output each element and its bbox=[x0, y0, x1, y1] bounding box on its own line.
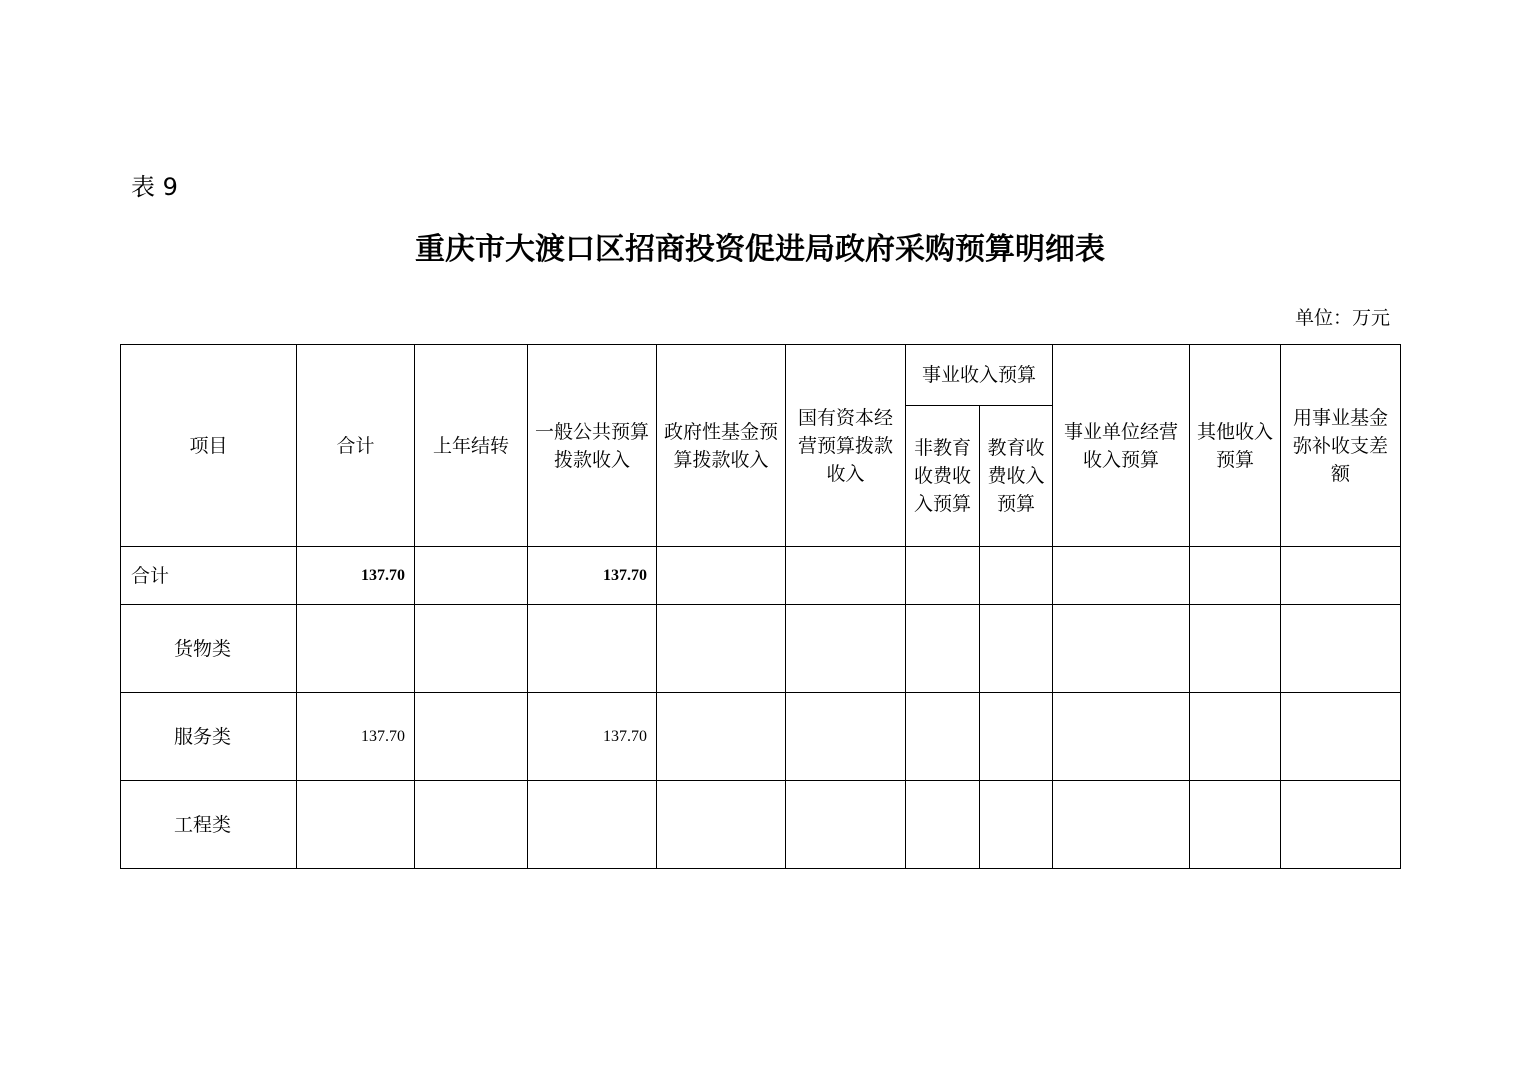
cell-fund-compensate bbox=[1281, 781, 1401, 869]
row-name: 货物类 bbox=[121, 605, 297, 693]
cell-edu-fee bbox=[980, 605, 1053, 693]
cell-non-edu-fee bbox=[906, 547, 980, 605]
header-carryover: 上年结转 bbox=[415, 345, 528, 547]
cell-state-capital bbox=[786, 693, 906, 781]
cell-non-edu-fee bbox=[906, 781, 980, 869]
header-state-capital: 国有资本经营预算拨款收入 bbox=[786, 345, 906, 547]
cell-edu-fee bbox=[980, 781, 1053, 869]
cell-fund-compensate bbox=[1281, 693, 1401, 781]
table-row-goods bbox=[121, 605, 1401, 693]
cell-gov-fund bbox=[657, 781, 786, 869]
header-general-public: 一般公共预算拨款收入 bbox=[528, 345, 657, 547]
procurement-budget-table bbox=[120, 344, 1401, 869]
cell-total: 137.70 bbox=[297, 693, 415, 781]
cell-fund-compensate bbox=[1281, 605, 1401, 693]
header-unit-operating: 事业单位经营收入预算 bbox=[1053, 345, 1190, 547]
table-number-label: 表 9 bbox=[131, 173, 178, 201]
cell-unit-operating bbox=[1053, 605, 1190, 693]
cell-non-edu-fee bbox=[906, 693, 980, 781]
header-non-edu-fee: 非教育收费收入预算 bbox=[906, 406, 980, 547]
header-business-income: 事业收入预算 bbox=[906, 345, 1053, 406]
unit-label: 单位：万元 bbox=[1294, 307, 1390, 329]
cell-non-edu-fee bbox=[906, 605, 980, 693]
cell-unit-operating bbox=[1053, 693, 1190, 781]
cell-carryover bbox=[415, 605, 528, 693]
cell-total bbox=[297, 605, 415, 693]
cell-other-income bbox=[1190, 605, 1281, 693]
header-item: 项目 bbox=[121, 345, 297, 547]
row-name: 合计 bbox=[121, 547, 297, 605]
cell-carryover bbox=[415, 781, 528, 869]
cell-gov-fund bbox=[657, 547, 786, 605]
header-total: 合计 bbox=[297, 345, 415, 547]
cell-gov-fund bbox=[657, 693, 786, 781]
cell-other-income bbox=[1190, 693, 1281, 781]
cell-general-public: 137.70 bbox=[528, 547, 657, 605]
table-row-total bbox=[121, 547, 1401, 605]
cell-total: 137.70 bbox=[297, 547, 415, 605]
cell-general-public bbox=[528, 781, 657, 869]
header-gov-fund: 政府性基金预算拨款收入 bbox=[657, 345, 786, 547]
cell-unit-operating bbox=[1053, 547, 1190, 605]
cell-unit-operating bbox=[1053, 781, 1190, 869]
header-edu-fee: 教育收费收入预算 bbox=[980, 406, 1053, 547]
cell-other-income bbox=[1190, 781, 1281, 869]
header-row bbox=[121, 345, 1401, 406]
cell-state-capital bbox=[786, 547, 906, 605]
cell-other-income bbox=[1190, 547, 1281, 605]
table-row-services bbox=[121, 693, 1401, 781]
document-title: 重庆市大渡口区招商投资促进局政府采购预算明细表 bbox=[415, 232, 1105, 267]
cell-carryover bbox=[415, 693, 528, 781]
cell-general-public bbox=[528, 605, 657, 693]
table-row-engineering bbox=[121, 781, 1401, 869]
cell-general-public: 137.70 bbox=[528, 693, 657, 781]
cell-state-capital bbox=[786, 605, 906, 693]
cell-gov-fund bbox=[657, 605, 786, 693]
cell-fund-compensate bbox=[1281, 547, 1401, 605]
row-name: 工程类 bbox=[121, 781, 297, 869]
cell-state-capital bbox=[786, 781, 906, 869]
header-other-income: 其他收入预算 bbox=[1190, 345, 1281, 547]
cell-edu-fee bbox=[980, 547, 1053, 605]
cell-carryover bbox=[415, 547, 528, 605]
cell-total bbox=[297, 781, 415, 869]
row-name: 服务类 bbox=[121, 693, 297, 781]
header-fund-compensate: 用事业基金弥补收支差额 bbox=[1281, 345, 1401, 547]
cell-edu-fee bbox=[980, 693, 1053, 781]
